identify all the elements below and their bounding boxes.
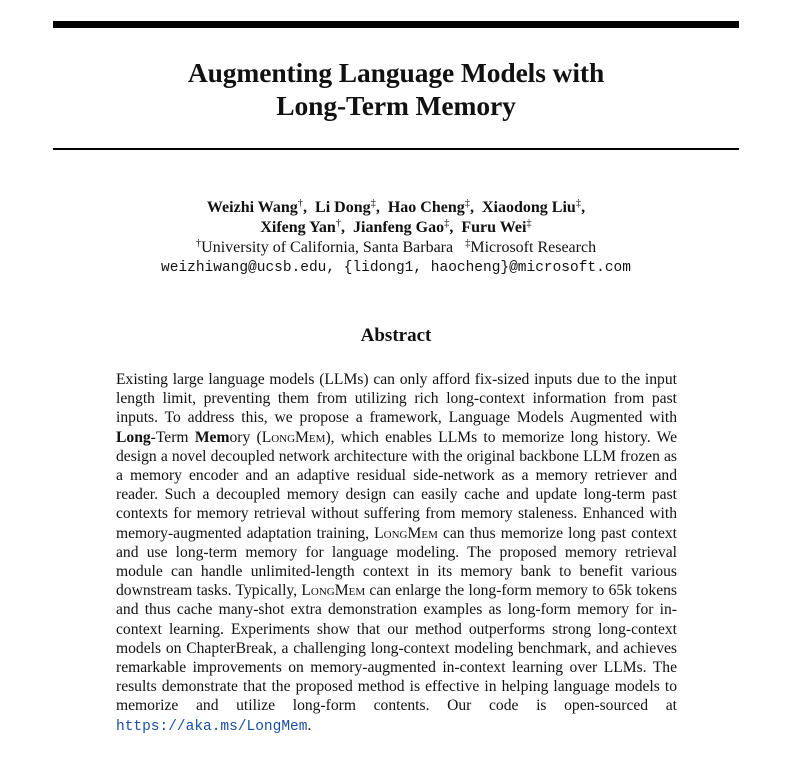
author-block bbox=[53, 198, 739, 278]
affiliation-msr: Microsoft Research bbox=[470, 239, 597, 256]
abstract-heading: Abstract bbox=[360, 325, 432, 346]
top-rule bbox=[53, 21, 739, 28]
abstract-text: ), which enables LLMs to memorize long history. We design a novel decoupled network architecture with the original backbone LLM frozen as a memory encoder and an adaptive residual side-network as a memory retriever and reader. Such a decoupled memory design can easily cache and update long-term past contexts for memory retrieval without suffering from memory staleness. Enhanced with memory-augmented adaptation training, bbox=[116, 428, 677, 542]
affiliation-mark: † bbox=[297, 198, 304, 209]
abstract-text: can thus memorize long past context and use long-term memory for language modeling. The proposed memory retrieval module can handle unlimited-length context in its memory bank to benefit various downstream tasks. Typically, bbox=[116, 524, 678, 600]
author-name: Jianfeng Gao bbox=[353, 219, 445, 236]
title-bottom-rule bbox=[53, 148, 739, 150]
code-link[interactable]: https://aka.ms/LongMem bbox=[116, 718, 308, 735]
author-name: Xiaodong Liu bbox=[482, 199, 576, 216]
author-line-2: Xifeng Yan†, Jianfeng Gao‡, Furu Wei‡ bbox=[260, 218, 532, 236]
affiliation-mark: † bbox=[335, 218, 341, 229]
author-name: Xifeng Yan bbox=[260, 219, 336, 236]
abstract-emphasis: Long bbox=[116, 428, 151, 446]
method-name: LongMem bbox=[374, 524, 438, 542]
affiliation-mark: ‡ bbox=[370, 198, 376, 209]
author-emails: weizhiwang@ucsb.edu, {lidong1, haocheng}@microsoft.com bbox=[161, 260, 631, 276]
affiliation-mark: ‡ bbox=[465, 238, 471, 249]
author-name: Weizhi Wang bbox=[206, 199, 298, 216]
affiliations bbox=[53, 238, 739, 258]
method-name: LongMem bbox=[261, 428, 326, 446]
affiliation-mark: ‡ bbox=[464, 198, 470, 209]
abstract-text: can enlarge the long-form memory to 65k tokens and thus cache many-shot extra demonstration examples as long-form memory for in-context learning. Experiments show that our method outperforms strong long-context models on ChapterBreak, a challenging long-context modeling benchmark, and achieves remarkable improvements on memory-augmented in-context learning over LLMs. The results demonstrate that the proposed method is effective in helping language models to memorize and utilize long-form contents. Our code is open-sourced at bbox=[116, 582, 677, 715]
affiliation-ucsb: University of California, Santa Barbara bbox=[201, 239, 454, 256]
affiliation-mark: ‡ bbox=[575, 198, 582, 209]
author-name: Furu Wei bbox=[461, 219, 527, 236]
paper-title bbox=[53, 56, 739, 122]
author-line-1: Weizhi Wang†, Li Dong‡, Hao Cheng‡, Xiaodong Liu‡, bbox=[206, 198, 586, 216]
affiliation-mark: ‡ bbox=[444, 218, 450, 229]
abstract-text: . bbox=[307, 716, 312, 734]
abstract-text: -Term bbox=[150, 428, 195, 446]
affiliation-mark: † bbox=[195, 238, 202, 249]
author-name: Li Dong bbox=[315, 199, 371, 216]
method-name: LongMem bbox=[301, 582, 366, 600]
abstract-text: ory ( bbox=[229, 428, 262, 446]
affiliation-mark: ‡ bbox=[526, 218, 532, 229]
abstract-body bbox=[116, 370, 677, 737]
author-name: Hao Cheng bbox=[387, 199, 465, 216]
title-line-2: Long-Term Memory bbox=[276, 90, 516, 121]
title-line-1: Augmenting Language Models with bbox=[187, 57, 605, 88]
abstract-emphasis: Mem bbox=[194, 428, 230, 446]
abstract-text: Existing large language models (LLMs) can only afford fix-sized inputs due to the input length limit, preventing them from utilizing rich long-context information from past inputs. To address this, we propose a framework, Language Models Augmented with bbox=[116, 371, 677, 427]
